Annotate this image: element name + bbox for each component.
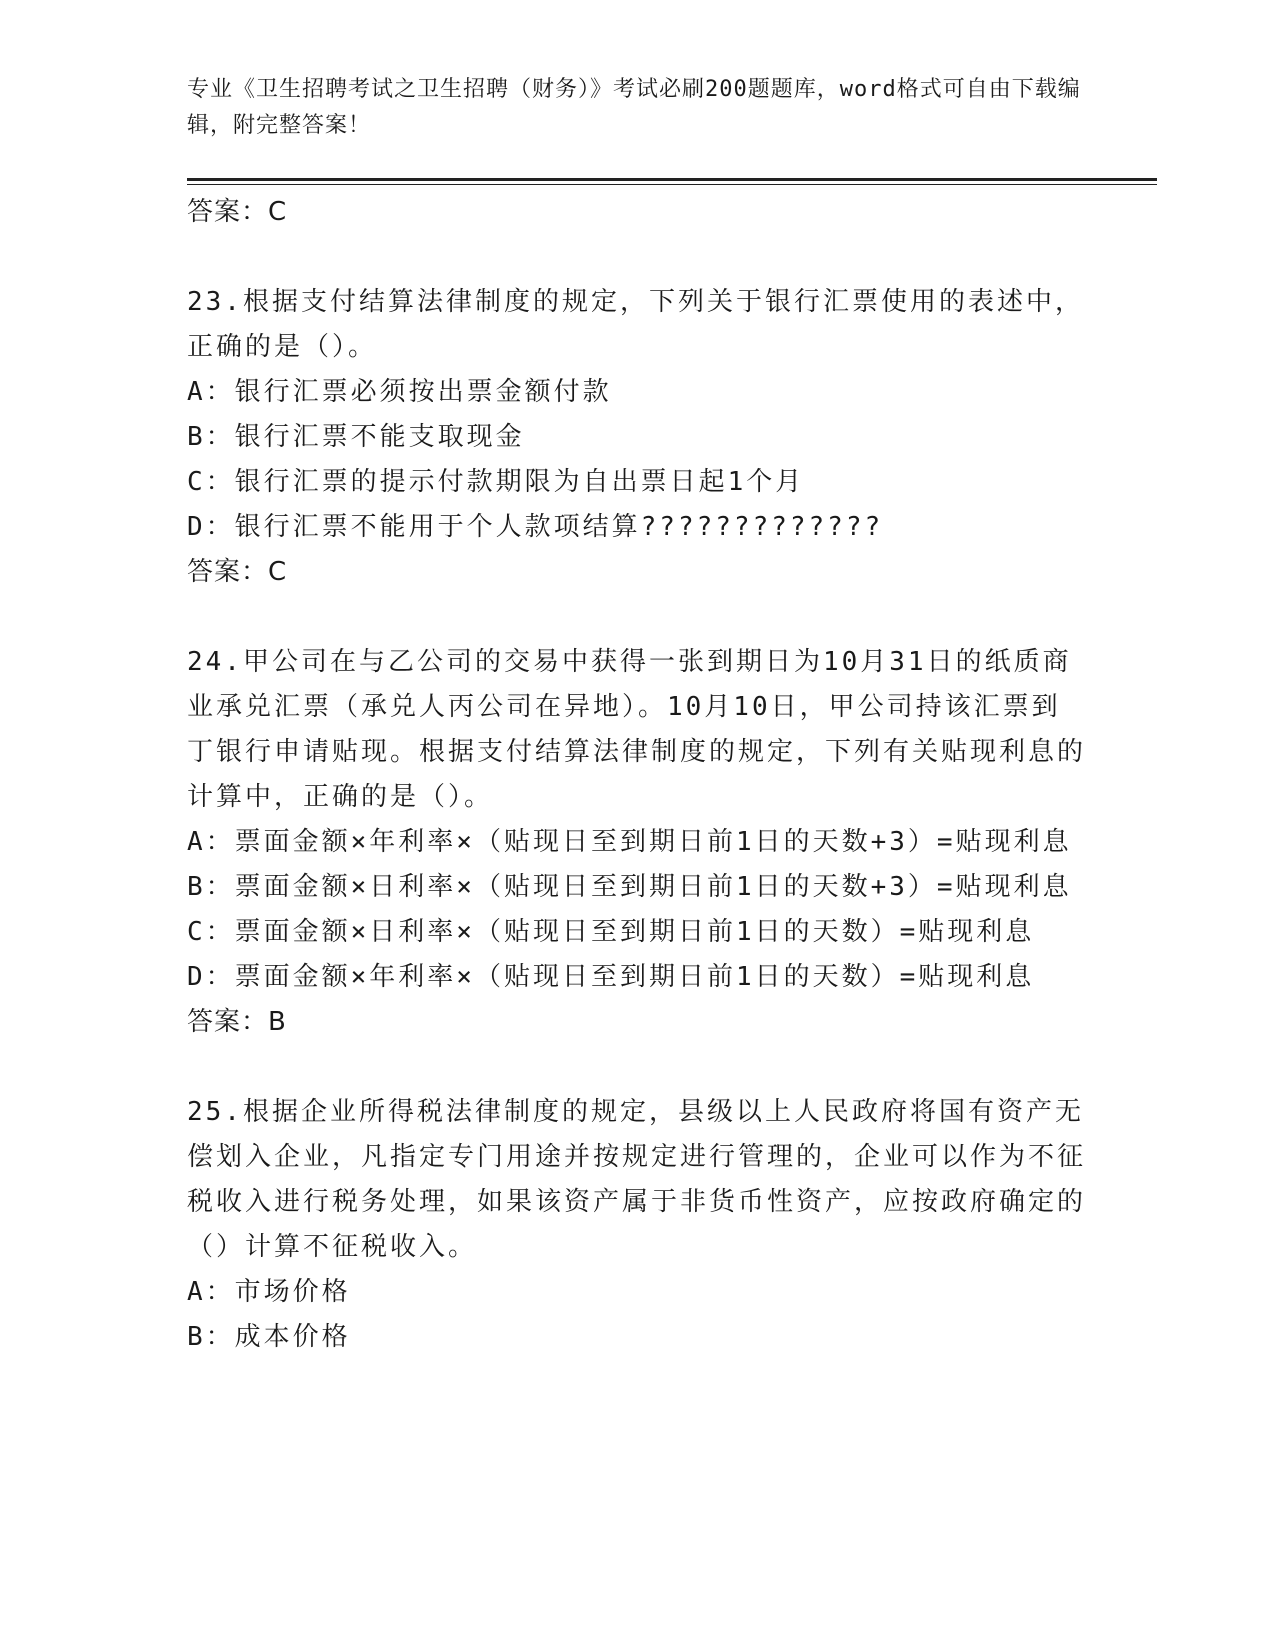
option-a: A：市场价格 xyxy=(187,1277,351,1307)
option-a: A：票面金额×年利率×（贴现日至到期日前1日的天数+3）=贴现利息 xyxy=(187,827,1072,857)
question-stem: 23.根据支付结算法律制度的规定，下列关于银行汇票使用的表述中，正确的是（）。 xyxy=(187,287,1084,362)
option-b: B：银行汇票不能支取现金 xyxy=(187,422,525,452)
option-d: D：银行汇票不能用于个人款项结算????????????? xyxy=(187,512,884,542)
answer-line: 答案：C xyxy=(187,557,288,587)
header-divider-thin xyxy=(187,184,1157,185)
option-c: C：银行汇票的提示付款期限为自出票日起1个月 xyxy=(187,467,805,497)
question-23 xyxy=(187,280,1087,595)
answer-line: 答案：B xyxy=(187,1007,287,1037)
option-a: A：银行汇票必须按出票金额付款 xyxy=(187,377,612,407)
option-b: B：票面金额×日利率×（贴现日至到期日前1日的天数+3）=贴现利息 xyxy=(187,872,1072,902)
header-divider-thick xyxy=(187,178,1157,181)
document-header: 专业《卫生招聘考试之卫生招聘（财务）》考试必刷200题题库，word格式可自由下载编辑，附完整答案！ xyxy=(187,77,1081,138)
option-b: B：成本价格 xyxy=(187,1322,351,1352)
question-24 xyxy=(187,640,1087,1045)
question-stem: 25.根据企业所得税法律制度的规定，县级以上人民政府将国有资产无偿划入企业，凡指定专门用途并按规定进行管理的，企业可以作为不征税收入进行税务处理，如果该资产属于非货币性资产，应按政府确定的（）计算不征税收入。 xyxy=(187,1097,1087,1262)
question-stem: 24.甲公司在与乙公司的交易中获得一张到期日为10月31日的纸质商业承兑汇票（承兑人丙公司在异地）。10月10日，甲公司持该汇票到丁银行申请贴现。根据支付结算法律制度的规定，下列有关贴现利息的计算中，正确的是（）。 xyxy=(187,647,1087,812)
answer-line: 答案：C xyxy=(187,197,288,227)
option-c: C：票面金额×日利率×（贴现日至到期日前1日的天数）=贴现利息 xyxy=(187,917,1035,947)
question-25 xyxy=(187,1090,1087,1360)
document-body xyxy=(187,190,1087,1360)
option-d: D：票面金额×年利率×（贴现日至到期日前1日的天数）=贴现利息 xyxy=(187,962,1035,992)
